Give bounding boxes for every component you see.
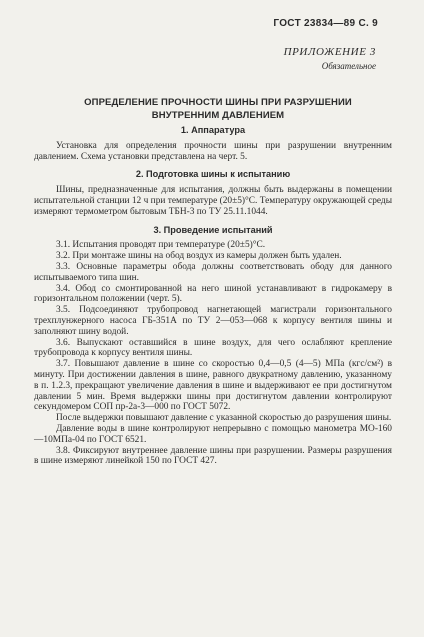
paragraph: Давление воды в шине контролируют непрерывно с помощью манометра МО-160—10МПа-04 по ГОСТ 6521. <box>34 423 392 445</box>
paragraph: 3.5. Подсоединяют трубопровод нагнетающей магистрали горизонтального трехплунжерного насоса ГБ-351А по ТУ 2—053—068 к корпусу вентиля шины и заполняют шину водой. <box>34 305 392 337</box>
paragraph: 3.1. Испытания проводят при температуре (20±5)°С. <box>56 240 266 251</box>
appendix-label <box>284 46 376 71</box>
paragraph: Шины, предназначенные для испытания, должны быть выдержаны в помещении испытательной станции 12 ч при температуре (20±5)°С. Температуру окружающей среды измеряют термометром бытовым ТБН-3 по ТУ 25.11.1044. <box>34 185 392 217</box>
paragraph: Установка для определения прочности шины при разрушении внутренним давлением. Схема установки представлена на черт. 5. <box>34 140 392 162</box>
paragraph: 3.2. При монтаже шины на обод воздух из камеры должен быть удален. <box>56 251 342 262</box>
page-header: ГОСТ 23834—89 С. 9 <box>273 18 378 29</box>
appendix-subtitle: Обязательное <box>321 61 376 71</box>
paragraph: 3.6. Выпускают оставшийся в шине воздух, для чего ослабляют крепление трубопровода к корпусу вентиля шины. <box>34 337 392 359</box>
document-title: ОПРЕДЕЛЕНИЕ ПРОЧНОСТИ ШИНЫ ПРИ РАЗРУШЕНИИ ВНУТРЕННИМ ДАВЛЕНИЕМ <box>84 97 352 121</box>
paragraph: 3.8. Фиксируют внутреннее давление шины при разрушении. Размеры разрушения в шине измеряют линейкой 150 по ГОСТ 427. <box>34 445 392 467</box>
section-heading: 1. Аппаратура <box>180 125 246 135</box>
section-heading: 3. Проведение испытаний <box>153 224 273 235</box>
paragraph: После выдержки повышают давление с указанной скоростью до разрушения шины. <box>56 413 392 424</box>
paragraph: 3.3. Основные параметры обода должны соответствовать ободу для данного испытываемого типа шин. <box>34 261 392 283</box>
paragraph: 3.7. Повышают давление в шине со скоростью 0,4—0,5 (4—5) МПа (кгс/см²) в минуту. При достижении давления в шине, равного двукратному давлению, указанному в п. 1.2.3, прекращают увеличение давления в шине и выдерживают ее при достигнутом давлении 5 мин. Время выдержки шины при достигнутом давлении контролируют секундомером СОП пр-2а-3—000 по ГОСТ 5072. <box>34 359 392 413</box>
appendix-title: ПРИЛОЖЕНИЕ 3 <box>283 46 376 58</box>
document-body <box>34 122 392 467</box>
paragraph: 3.4. Обод со смонтированной на него шиной устанавливают в гидрокамеру в горизонтальном положении (черт. 5). <box>34 283 392 305</box>
section-heading: 2. Подготовка шины к испытанию <box>135 169 291 180</box>
